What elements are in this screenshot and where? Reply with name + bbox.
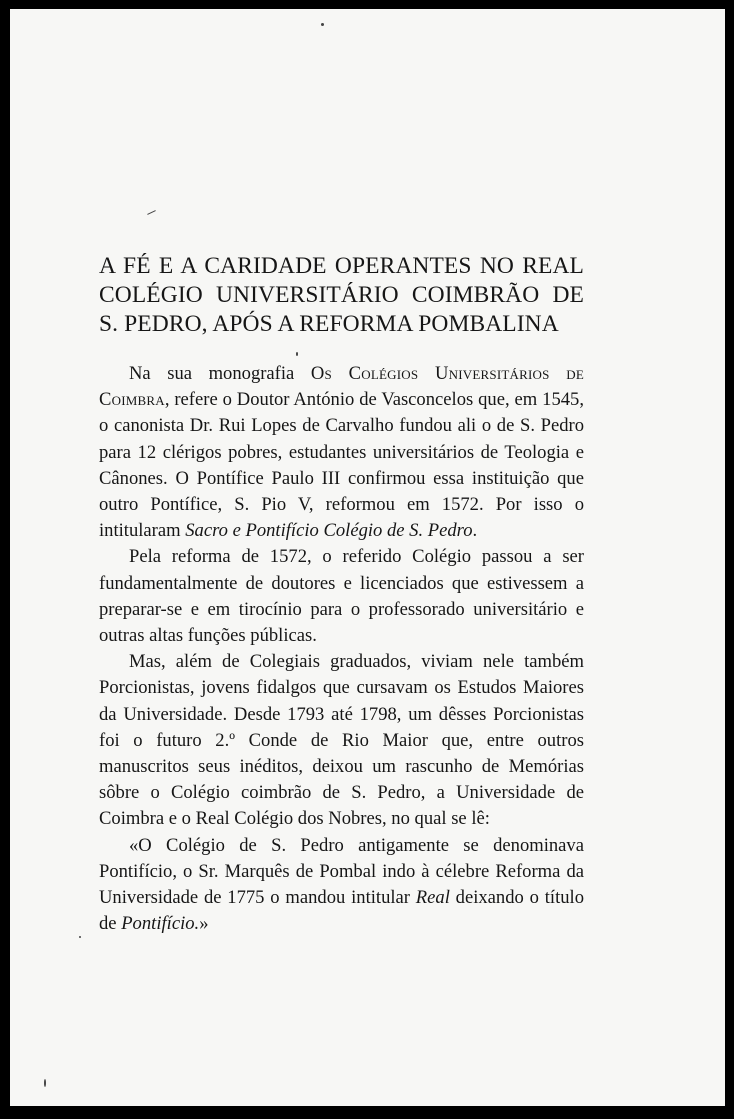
dust-speck	[79, 936, 81, 938]
paragraph-1-text-c: .	[472, 520, 478, 542]
paragraph-3: Mas, além de Colegiais graduados, viviam nele também Porcionistas, jovens fidalgos que cursavam os Estudos Maiores da Universidade. Desde 1793 até 1798, um dêsses Porcionistas foi o futuro 2.º Conde de Rio Maior que, entre outros manuscritos seus inéditos, deixou um rascunho de Memórias sôbre o Colégio coimbrão de S. Pedro, a Universidade de Coimbra e o Real Colégio dos Nobres, no qual se lê:	[99, 651, 584, 830]
paragraph-4-quotation	[99, 833, 584, 938]
title-line-2: COLÉGIO UNIVERSITÁRIO COIMBRÃO DE	[99, 282, 584, 308]
monograph-title: Os Colégios Universitários de Coimbra	[99, 363, 584, 411]
body-text	[99, 361, 584, 937]
dust-speck	[147, 210, 156, 215]
college-name-italic: Sacro e Pontifício Colégio de S. Pedro	[185, 520, 473, 542]
real-italic: Real	[415, 887, 450, 909]
dust-speck	[296, 352, 298, 356]
paragraph-1	[99, 361, 584, 544]
title-line-1: A FÉ E A CARIDADE OPERANTES NO REAL	[99, 253, 584, 279]
paragraph-1-text-b: , refere o Doutor António de Vasconcelos que, em 1545, o canonista Dr. Rui Lopes de Carvalho fundou ali o de S. Pedro para 12 clérigos pobres, estudantes universitários de Teologia e Cânones. O Pontífice Paulo III confirmou essa instituição que outro Pontífice, S. Pio V, reformou em 1572. Por isso o intitularam	[99, 389, 584, 542]
dust-speck	[44, 1079, 46, 1087]
dust-speck	[321, 23, 324, 26]
quotation-text-c: »	[199, 913, 209, 935]
paragraph-2: Pela reforma de 1572, o referido Colégio passou a ser fundamentalmente de doutores e licenciados que estivessem a preparar-se e em tirocínio para o professorado universitário e outras altas funções públicas.	[99, 546, 584, 647]
book-page	[10, 9, 725, 1106]
chapter-title	[99, 252, 584, 339]
paragraph-1-text-a: Na sua monografia	[129, 363, 311, 384]
quotation-text-b: deixando o título de	[99, 887, 584, 935]
quotation-text-a: «O Colégio de S. Pedro antigamente se denominava Pontifício, o Sr. Marquês de Pombal indo à célebre Reforma da Universidade de 1775 o mandou intitular	[99, 834, 584, 909]
title-line-3: S. PEDRO, APÓS A REFORMA POMBALINA	[99, 311, 559, 337]
pontificio-italic: Pontifício.	[121, 913, 200, 935]
